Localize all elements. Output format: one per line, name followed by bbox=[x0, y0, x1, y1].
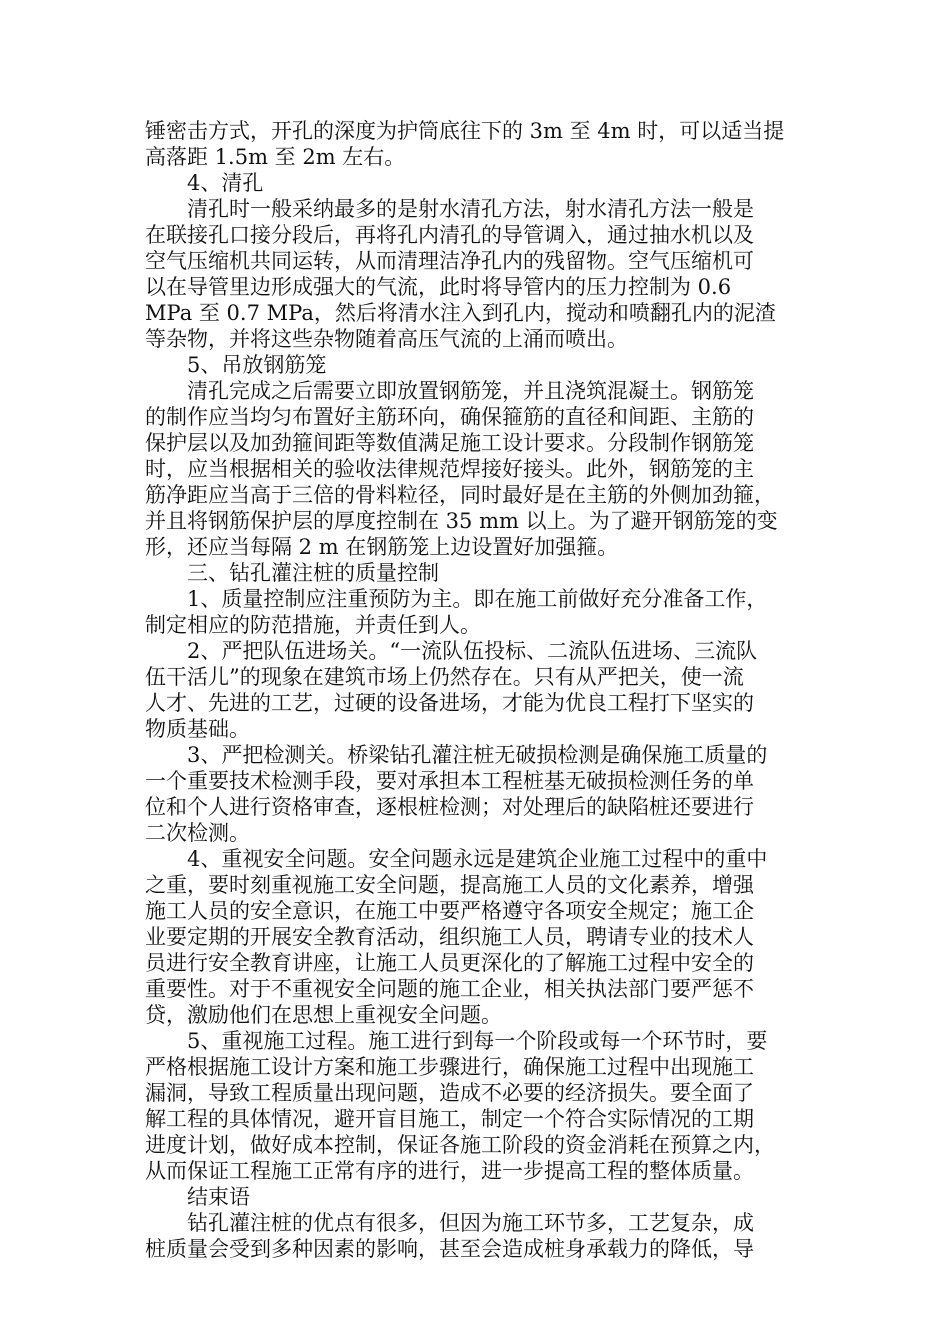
text-line: 漏洞，导致工程质量出现问题，造成不必要的经济损失。要全面了 bbox=[145, 1081, 754, 1105]
text-line: 的制作应当均匀布置好主筋环向，确保箍筋的直径和间距、主筋的 bbox=[145, 405, 754, 429]
text-line: 施工人员的安全意识，在施工中要严格遵守各项安全规定；施工企 bbox=[145, 899, 754, 923]
text-line: 制定相应的防范措施，并责任到人。 bbox=[145, 613, 481, 637]
text-line: 之重，要时刻重视施工安全问题，提高施工人员的文化素养，增强 bbox=[145, 873, 754, 897]
text-line: 一个重要技术检测手段，要对承担本工程桩基无破损检测任务的单 bbox=[145, 769, 754, 793]
text-line: 进度计划，做好成本控制，保证各施工阶段的资金消耗在预算之内， bbox=[145, 1133, 775, 1157]
text-line: 4、清孔 bbox=[187, 171, 264, 195]
text-line: 并且将钢筋保护层的厚度控制在 35 mm 以上。为了避开钢筋笼的变 bbox=[145, 509, 778, 533]
text-line: 5、重视施工过程。施工进行到每一个阶段或每一个环节时，要 bbox=[187, 1029, 768, 1053]
text-line: 清孔完成之后需要立即放置钢筋笼，并且浇筑混凝土。钢筋笼 bbox=[187, 379, 754, 403]
text-line: 筋净距应当高于三倍的骨料粒径，同时最好是在主筋的外侧加劲箍， bbox=[145, 483, 775, 507]
text-line: 5、吊放钢筋笼 bbox=[187, 353, 327, 377]
text-line: 解工程的具体情况，避开盲目施工，制定一个符合实际情况的工期 bbox=[145, 1107, 754, 1131]
text-line: 以在导管里边形成强大的气流，此时将导管内的压力控制为 0.6 bbox=[145, 275, 732, 299]
text-line: 1、质量控制应注重预防为主。即在施工前做好充分准备工作， bbox=[187, 587, 768, 611]
text-line: 伍干活儿”的现象在建筑市场上仍然存在。只有从严把关，使一流 bbox=[145, 665, 744, 689]
text-line: 4、重视安全问题。安全问题永远是建筑企业施工过程中的重中 bbox=[187, 847, 768, 871]
text-line: 位和个人进行资格审查，逐根桩检测；对处理后的缺陷桩还要进行 bbox=[145, 795, 754, 819]
text-line: 桩质量会受到多种因素的影响，甚至会造成桩身承载力的降低，导 bbox=[145, 1237, 754, 1261]
text-line: 形，还应当每隔 2 m 在钢筋笼上边设置好加强箍。 bbox=[145, 535, 619, 559]
text-line: 三、钻孔灌注桩的质量控制 bbox=[187, 561, 439, 585]
text-line: 严格根据施工设计方案和施工步骤进行，确保施工过程中出现施工 bbox=[145, 1055, 754, 1079]
text-line: 员进行安全教育讲座，让施工人员更深化的了解施工过程中安全的 bbox=[145, 951, 754, 975]
text-line: 二次检测。 bbox=[145, 821, 250, 845]
text-line: 在联接孔口接分段后，再将孔内清孔的导管调入，通过抽水机以及 bbox=[145, 223, 754, 247]
text-line: 从而保证工程施工正常有序的进行，进一步提高工程的整体质量。 bbox=[145, 1159, 754, 1183]
text-line: 贷，激励他们在思想上重视安全问题。 bbox=[145, 1003, 502, 1027]
text-line: 高落距 1.5m 至 2m 左右。 bbox=[145, 145, 406, 169]
text-line: 保护层以及加劲箍间距等数值满足施工设计要求。分段制作钢筋笼 bbox=[145, 431, 754, 455]
text-line: 物质基础。 bbox=[145, 717, 250, 741]
text-line: 结束语 bbox=[187, 1185, 250, 1209]
text-line: 时，应当根据相关的验收法律规范焊接好接头。此外，钢筋笼的主 bbox=[145, 457, 754, 481]
text-line: 钻孔灌注桩的优点有很多，但因为施工环节多，工艺复杂，成 bbox=[187, 1211, 754, 1235]
document-page bbox=[145, 118, 805, 1262]
text-line: 清孔时一般采纳最多的是射水清孔方法，射水清孔方法一般是 bbox=[187, 197, 754, 221]
text-line: 锤密击方式，开孔的深度为护筒底往下的 3m 至 4m 时，可以适当提 bbox=[145, 119, 785, 143]
text-line: 3、严把检测关。桥梁钻孔灌注桩无破损检测是确保施工质量的 bbox=[187, 743, 768, 767]
text-line: 业要定期的开展安全教育活动，组织施工人员，聘请专业的技术人 bbox=[145, 925, 754, 949]
text-line: 空气压缩机共同运转，从而清理洁净孔内的残留物。空气压缩机可 bbox=[145, 249, 754, 273]
text-line: 等杂物，并将这些杂物随着高压气流的上涌而喷出。 bbox=[145, 327, 628, 351]
text-line: 人才、先进的工艺，过硬的设备进场，才能为优良工程打下坚实的 bbox=[145, 691, 754, 715]
text-line: MPa 至 0.7 MPa，然后将清水注入到孔内，搅动和喷翻孔内的泥渣 bbox=[145, 301, 776, 325]
text-line: 2、严把队伍进场关。“一流队伍投标、二流队伍进场、三流队 bbox=[187, 639, 758, 663]
text-line: 重要性。对于不重视安全问题的施工企业，相关执法部门要严惩不 bbox=[145, 977, 754, 1001]
